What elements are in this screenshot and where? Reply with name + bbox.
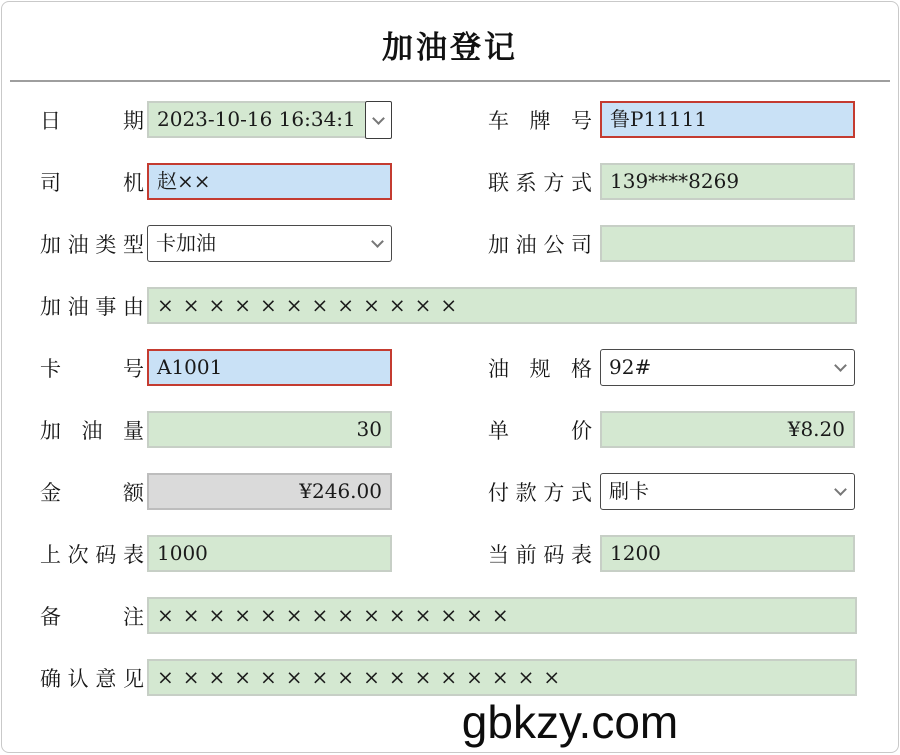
row-date-plate (40, 101, 898, 138)
payment-selected-value: 刷卡 (609, 479, 649, 503)
card-no-label: 卡号 (40, 356, 144, 381)
driver-label: 司机 (40, 170, 144, 195)
remark-label: 备注 (40, 604, 144, 629)
chevron-down-icon (834, 359, 847, 372)
fuel-type-label: 加油类型 (40, 232, 144, 257)
fuel-registration-form (1, 1, 899, 753)
date-input[interactable]: 2023-10-16 16:34:1 (147, 101, 365, 138)
company-label: 加油公司 (488, 232, 592, 257)
oil-spec-label: 油规格 (488, 356, 592, 381)
date-label: 日期 (40, 108, 144, 133)
last-odometer-label: 上次码表 (40, 542, 144, 567)
confirm-input[interactable]: ×××××××××××××××× (147, 659, 857, 696)
fuel-type-selected-value: 卡加油 (156, 231, 216, 255)
total-amount-label: 金额 (40, 480, 144, 505)
unit-price-input[interactable]: ¥8.20 (600, 411, 855, 448)
row-remark (40, 597, 898, 634)
fuel-type-select[interactable] (147, 225, 392, 262)
date-dropdown-button[interactable] (365, 101, 392, 139)
contact-input[interactable]: 139****8269 (600, 163, 855, 200)
chevron-down-icon (834, 483, 847, 496)
payment-select[interactable] (600, 473, 855, 510)
page-title: 加油登记 (382, 30, 518, 66)
form-body (2, 101, 898, 696)
reason-input[interactable]: ×××××××××××× (147, 287, 857, 324)
row-odometers (40, 535, 898, 572)
current-odometer-input[interactable]: 1200 (600, 535, 855, 572)
title-divider (10, 80, 890, 82)
plate-input[interactable]: 鲁P11111 (600, 101, 855, 138)
row-reason (40, 287, 898, 324)
fuel-amount-input[interactable]: 30 (147, 411, 392, 448)
row-total-payment (40, 473, 898, 510)
fuel-amount-label: 加油量 (40, 418, 144, 443)
plate-label: 车牌号 (488, 108, 592, 133)
current-odometer-label: 当前码表 (488, 542, 592, 567)
confirm-label: 确认意见 (40, 666, 144, 691)
company-input[interactable] (600, 225, 855, 262)
chevron-down-icon (372, 112, 385, 125)
row-fueltype-company (40, 225, 898, 262)
row-amount-price (40, 411, 898, 448)
remark-input[interactable]: ×××××××××××××× (147, 597, 857, 634)
reason-label: 加油事由 (40, 294, 144, 319)
unit-price-label: 单价 (488, 418, 592, 443)
row-confirm (40, 659, 898, 696)
row-driver-contact (40, 163, 898, 200)
total-amount-readonly-field: ¥246.00 (147, 473, 392, 510)
oil-spec-select[interactable] (600, 349, 855, 386)
chevron-down-icon (371, 235, 384, 248)
watermark-text: gbkzy.com (461, 696, 679, 748)
payment-label: 付款方式 (488, 480, 592, 505)
row-card-spec (40, 349, 898, 386)
driver-input[interactable]: 赵×× (147, 163, 392, 200)
date-picker[interactable] (147, 101, 392, 139)
oil-spec-selected-value: 92# (609, 355, 652, 379)
last-odometer-input[interactable]: 1000 (147, 535, 392, 572)
card-no-input[interactable]: A1001 (147, 349, 392, 386)
contact-label: 联系方式 (488, 170, 592, 195)
